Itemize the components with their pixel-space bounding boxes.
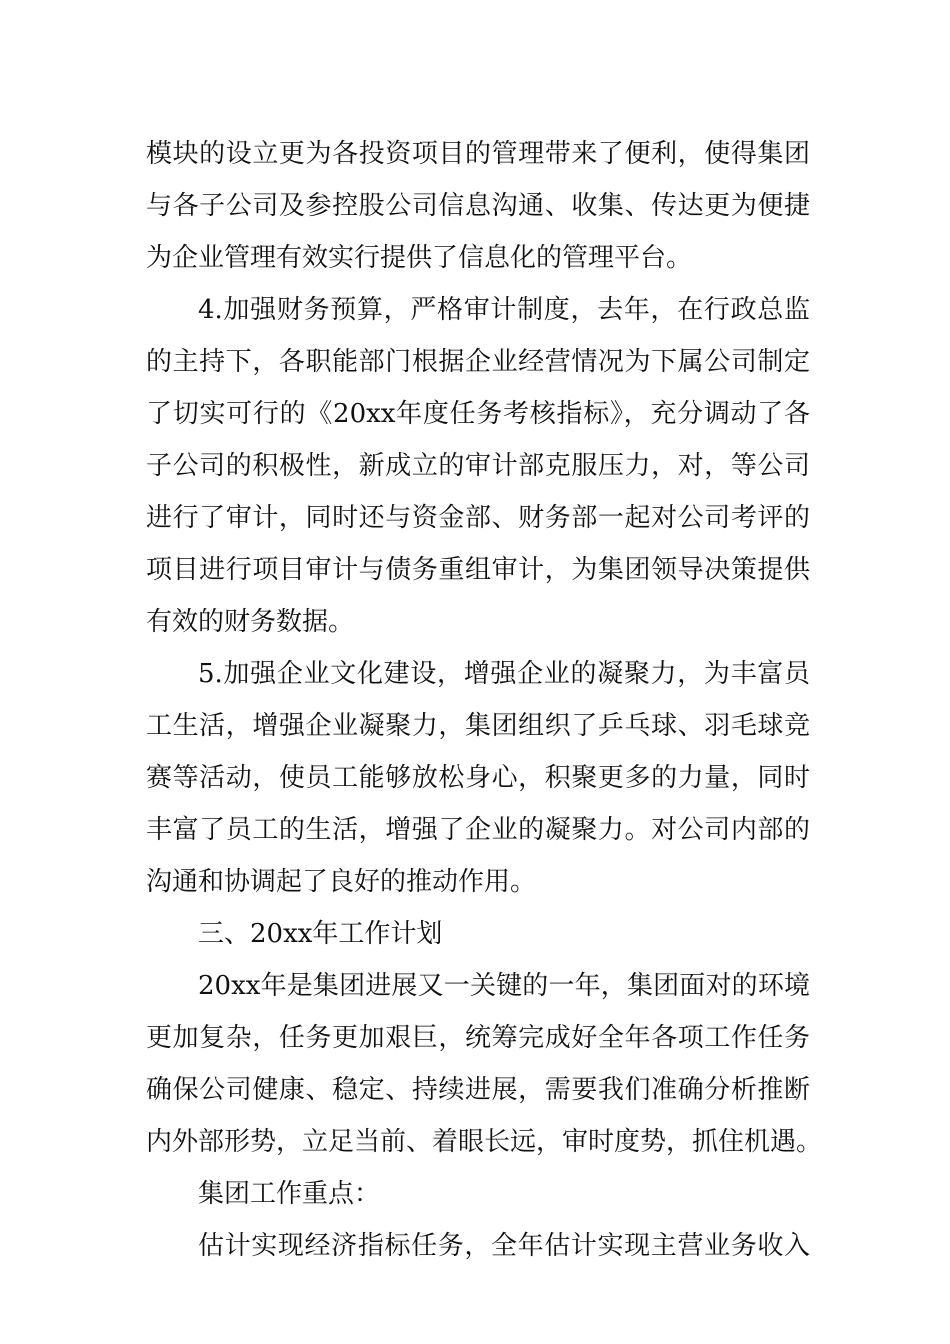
- text-line: 丰富了员工的生活，增强了企业的凝聚力。对公司内部的: [146, 815, 810, 845]
- text-line: 沟通和协调起了良好的推动作用。: [146, 867, 537, 897]
- text-line: 项目进行项目审计与债务重组审计，为集团领导决策提供: [146, 555, 810, 585]
- text-line: 进行了审计，同时还与资金部、财务部一起对公司考评的: [146, 503, 810, 533]
- text-line: 子公司的积极性，新成立的审计部克服压力，对，等公司: [146, 451, 810, 481]
- text-line: 与各子公司及参控股公司信息沟通、收集、传达更为便捷: [146, 191, 810, 221]
- text-line: 内外部形势，立足当前、着眼长远，审时度势，抓住机遇。: [146, 1127, 823, 1157]
- text-line: 模块的设立更为各投资项目的管理带来了便利，使得集团: [146, 139, 810, 169]
- text-line: 更加复杂，任务更加艰巨，统筹完成好全年各项工作任务: [146, 1023, 810, 1053]
- paragraph-start: 20xx年是集团进展又一关键的一年，集团面对的环境: [198, 971, 810, 1001]
- paragraph-start: 估计实现经济指标任务，全年估计实现主营业务收入: [198, 1231, 810, 1261]
- section-heading: 三、20xx年工作计划: [198, 919, 443, 949]
- text-line: 有效的财务数据。: [146, 607, 355, 637]
- text-line: 为企业管理有效实行提供了信息化的管理平台。: [146, 243, 693, 273]
- text-line: 工生活，增强企业凝聚力，集团组织了乒乓球、羽毛球竞: [146, 711, 810, 741]
- text-line: 确保公司健康、稳定、持续进展，需要我们准确分析推断: [146, 1075, 810, 1105]
- text-line: 的主持下，各职能部门根据企业经营情况为下属公司制定: [146, 347, 810, 377]
- text-line: 了切实可行的《20xx年度任务考核指标》，充分调动了各: [146, 399, 810, 429]
- subheading: 集团工作重点：: [198, 1179, 381, 1209]
- paragraph-5-start: 5.加强企业文化建设，增强企业的凝聚力，为丰富员: [198, 659, 810, 689]
- document-body: [146, 128, 823, 1272]
- paragraph-4-start: 4.加强财务预算，严格审计制度，去年，在行政总监: [198, 295, 810, 325]
- text-line: 赛等活动，使员工能够放松身心，积聚更多的力量，同时: [146, 763, 810, 793]
